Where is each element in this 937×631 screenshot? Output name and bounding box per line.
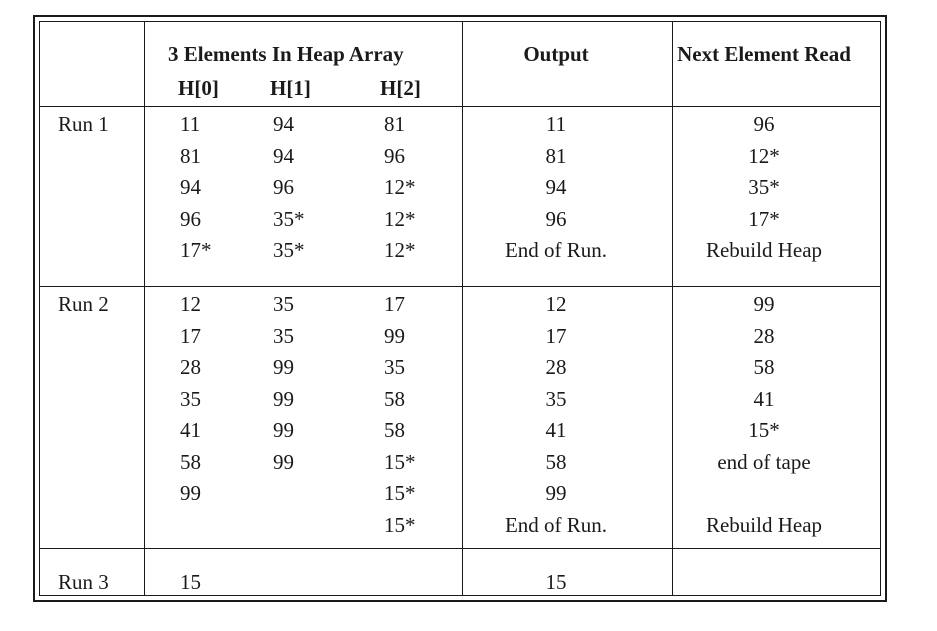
- header-h0: H[0]: [178, 76, 219, 100]
- heap-h1-cell: 35: [273, 292, 294, 316]
- output-cell: 17: [545, 323, 567, 348]
- heap-h1-cell: 35: [273, 323, 294, 348]
- heap-h2-cell: 99: [384, 323, 405, 348]
- heap-h0-cell: 94: [180, 175, 201, 199]
- output-cell: 58: [545, 449, 567, 474]
- heap-sort-table: [33, 15, 887, 602]
- heap-h1-cell: 94: [273, 112, 294, 136]
- header-heap-group: 3 Elements In Heap Array: [168, 42, 404, 66]
- heap-h0-cell: 35: [180, 386, 201, 411]
- run-label: Run 1: [58, 112, 109, 136]
- divider-run1: [40, 286, 880, 287]
- output-cell: End of Run.: [504, 238, 608, 262]
- next-element-cell: Rebuild Heap: [705, 238, 823, 262]
- heap-h0-cell: 12: [180, 292, 201, 316]
- header-next: Next Element Read: [677, 42, 851, 66]
- heap-h0-cell: 99: [180, 481, 201, 505]
- heap-h2-cell: 58: [384, 386, 405, 411]
- output-cell: 99: [545, 481, 567, 505]
- heap-h1-cell: 99: [273, 355, 294, 379]
- next-element-cell: 99: [753, 292, 775, 316]
- heap-h0-cell: 28: [180, 355, 201, 379]
- divider-output-col: [672, 22, 673, 595]
- next-element-cell: 28: [753, 323, 775, 348]
- divider-header: [40, 106, 880, 107]
- heap-h0-cell: 17*: [180, 238, 212, 262]
- next-element-cell: end of tape: [717, 449, 811, 474]
- divider-run2: [40, 548, 880, 549]
- heap-h2-cell: 15*: [384, 481, 416, 505]
- heap-h0-cell: 96: [180, 206, 201, 231]
- heap-h0-cell: 41: [180, 418, 201, 442]
- next-element-cell: 58: [753, 355, 775, 379]
- heap-h0-cell: 17: [180, 323, 201, 348]
- heap-h1-cell: 99: [273, 449, 294, 474]
- next-element-cell: Rebuild Heap: [705, 512, 823, 537]
- next-element-cell: 35*: [748, 175, 780, 199]
- divider-run-col: [144, 22, 145, 595]
- heap-h2-cell: 96: [384, 143, 405, 168]
- heap-h2-cell: 17: [384, 292, 405, 316]
- heap-h1-cell: 94: [273, 143, 294, 168]
- output-cell: 41: [545, 418, 567, 442]
- header-h1: H[1]: [270, 76, 311, 100]
- heap-h2-cell: 81: [384, 112, 405, 136]
- heap-h2-cell: 12*: [384, 206, 416, 231]
- heap-h1-cell: 99: [273, 386, 294, 411]
- output-cell: End of Run.: [504, 512, 608, 537]
- next-element-cell: 12*: [748, 143, 780, 168]
- next-element-cell: 15*: [748, 418, 780, 442]
- table-inner-border: [39, 21, 881, 596]
- next-element-cell: 41: [753, 386, 775, 411]
- heap-h1-cell: 35*: [273, 238, 305, 262]
- header-output: Output: [523, 42, 589, 66]
- heap-h0-cell: 58: [180, 449, 201, 474]
- output-cell: 81: [545, 143, 567, 168]
- heap-h2-cell: 12*: [384, 175, 416, 199]
- output-cell: 94: [545, 175, 567, 199]
- heap-h0-cell: 81: [180, 143, 201, 168]
- heap-h2-cell: 35: [384, 355, 405, 379]
- output-cell: 28: [545, 355, 567, 379]
- output-cell: 12: [545, 292, 567, 316]
- output-cell: 15: [545, 570, 567, 594]
- output-cell: 96: [545, 206, 567, 231]
- output-cell: 35: [545, 386, 567, 411]
- heap-h2-cell: 12*: [384, 238, 416, 262]
- header-h2: H[2]: [380, 76, 421, 100]
- heap-h2-cell: 15*: [384, 512, 416, 537]
- heap-h2-cell: 58: [384, 418, 405, 442]
- next-element-cell: 17*: [748, 206, 780, 231]
- heap-h0-cell: 11: [180, 112, 201, 136]
- heap-h1-cell: 96: [273, 175, 294, 199]
- heap-h1-cell: 99: [273, 418, 294, 442]
- next-element-cell: 96: [753, 112, 775, 136]
- heap-h1-cell: 35*: [273, 206, 305, 231]
- run-label: Run 2: [58, 292, 109, 316]
- run-label: Run 3: [58, 570, 109, 594]
- heap-h0-cell: 15: [180, 570, 201, 594]
- heap-h2-cell: 15*: [384, 449, 416, 474]
- divider-heap-col: [462, 22, 463, 595]
- output-cell: 11: [545, 112, 567, 136]
